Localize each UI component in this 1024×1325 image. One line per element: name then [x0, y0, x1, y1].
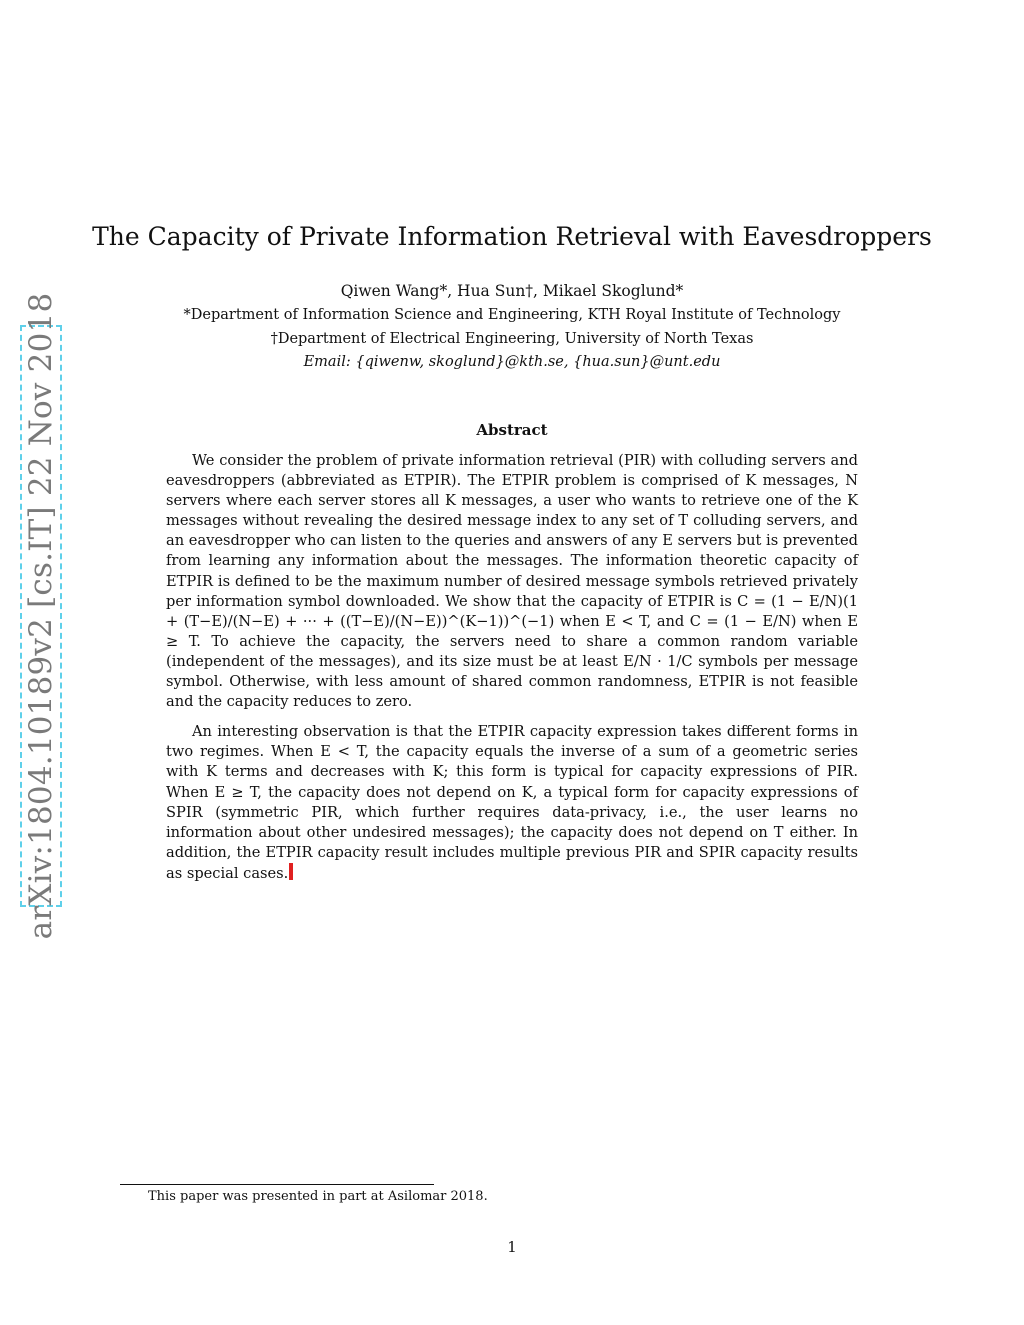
- abstract-body: [166, 451, 858, 884]
- paper-title: The Capacity of Private Information Retrieval with Eavesdroppers: [92, 222, 932, 251]
- arxiv-stamp-text: arXiv:1804.10189v2 [cs.IT] 22 Nov 2018: [23, 292, 59, 940]
- author-list: Qiwen Wang*, Hua Sun†, Mikael Skoglund*: [340, 282, 684, 300]
- footnote: This paper was presented in part at Asilomar 2018.: [148, 1189, 488, 1204]
- abstract-paragraph: We consider the problem of private information retrieval (PIR) with colluding servers and eavesdroppers (abbreviated as ETPIR). The ETPIR problem is comprised of K messages, N servers where each server stores all K messages, a user who wants to retrieve one of the K messages without revealing the desired message index to any set of T colluding servers, and an eavesdropper who can listen to the queries and answers of any E servers but is prevented from learning any information about the messages. The information theoretic capacity of ETPIR is defined to be the maximum number of desired message symbols retrieved privately per information symbol downloaded. We show that the capacity of ETPIR is C = (1 − E/N)(1 + (T−E)/(N−E) + ··· + ((T−E)/(N−E))^(K−1))^(−1) when E < T, and C = (1 − E/N) when E ≥ T. To achieve the capacity, the servers need to share a common random variable (independent of the messages), and its size must be at least E/N · 1/C symbols per message symbol. Otherwise, with less amount of shared common randomness, ETPIR is not feasible and the capacity reduces to zero.: [166, 452, 858, 711]
- abstract-paragraph: [166, 722, 858, 884]
- affiliation-kth: *Department of Information Science and Engineering, KTH Royal Institute of Technology: [183, 307, 841, 323]
- author-emails: Email: {qiwenw, skoglund}@kth.se, {hua.sun}@unt.edu: [303, 354, 721, 370]
- abstract-heading: Abstract: [476, 421, 548, 439]
- arxiv-stamp: [20, 292, 62, 940]
- affiliation-unt: †Department of Electrical Engineering, University of North Texas: [270, 331, 754, 347]
- abstract-paragraph-text: An interesting observation is that the ETPIR capacity expression takes different forms in two regimes. When E < T, the capacity equals the inverse of a sum of a geometric series with K terms and decreases with K; this form is typical for capacity expressions of PIR. When E ≥ T, the capacity does not depend on K, a typical form for capacity expressions of SPIR (symmetric PIR, which further requires data-privacy, i.e., the user learns no information about other undesired messages); the capacity does not depend on T either. In addition, the ETPIR capacity result includes multiple previous PIR and SPIR capacity results as special cases.: [166, 723, 858, 882]
- text-cursor-marker: [289, 863, 293, 880]
- page-number: 1: [507, 1238, 517, 1256]
- footnote-rule: [120, 1184, 434, 1185]
